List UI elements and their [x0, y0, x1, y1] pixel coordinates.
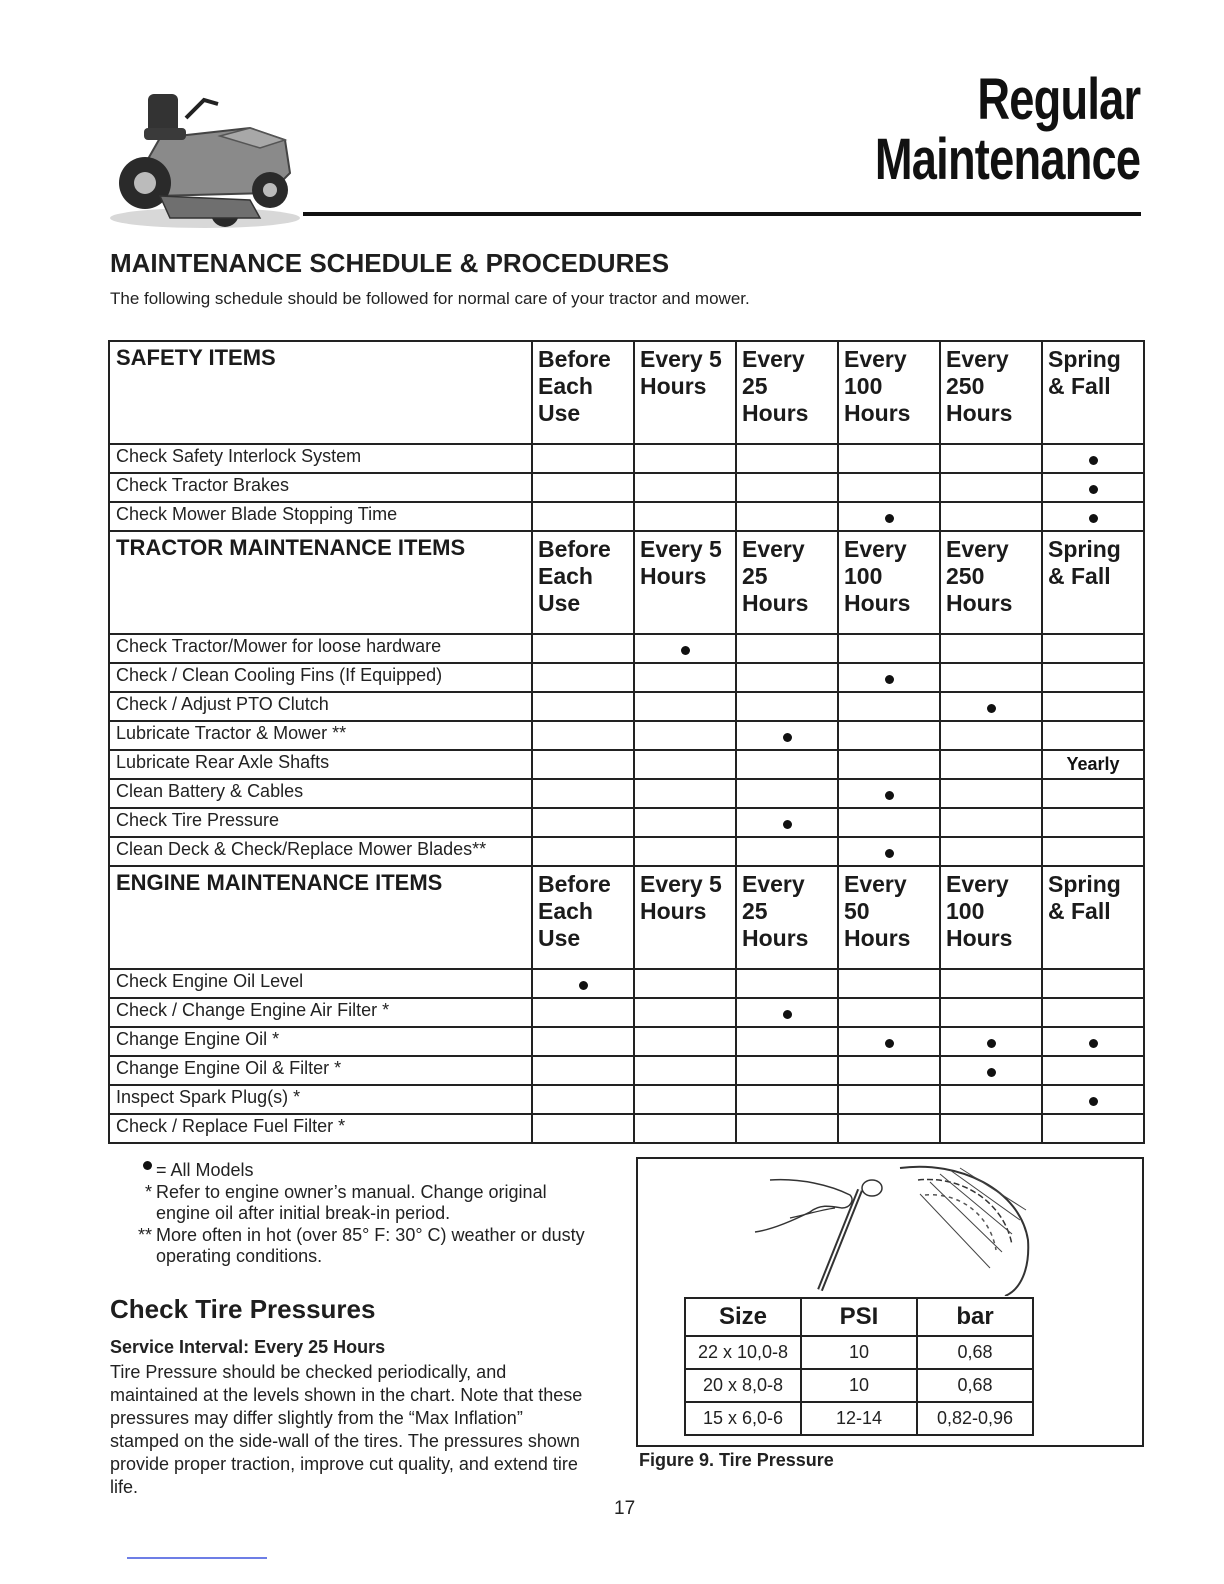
frequency-header — [1042, 341, 1144, 444]
bullet-icon — [987, 1068, 996, 1077]
frequency-header-line: 250 — [946, 563, 985, 589]
table-row — [109, 1027, 1144, 1056]
schedule-mark-text: Yearly — [1066, 754, 1120, 774]
schedule-cell — [1042, 502, 1144, 531]
schedule-cell — [532, 1114, 634, 1143]
schedule-cell — [1042, 750, 1144, 779]
schedule-cell — [1042, 473, 1144, 502]
table-row — [109, 721, 1144, 750]
table-row — [109, 837, 1144, 866]
schedule-cell — [940, 1056, 1042, 1085]
frequency-header-line: Before — [538, 536, 611, 562]
frequency-header-line: Each — [538, 898, 593, 924]
task-name: Lubricate Rear Axle Shafts — [109, 750, 532, 779]
schedule-cell — [736, 444, 838, 473]
tire-gauge-image — [750, 1160, 1030, 1296]
schedule-cell — [634, 837, 736, 866]
schedule-cell — [838, 837, 940, 866]
bullet-icon — [885, 1039, 894, 1048]
schedule-cell — [1042, 1085, 1144, 1114]
table-row — [109, 663, 1144, 692]
frequency-header — [736, 866, 838, 969]
schedule-cell — [736, 1085, 838, 1114]
schedule-cell — [940, 444, 1042, 473]
service-interval: Service Interval: Every 25 Hours — [110, 1337, 386, 1357]
frequency-header-line: Hours — [742, 925, 809, 951]
schedule-cell — [1042, 721, 1144, 750]
schedule-cell — [838, 779, 940, 808]
task-name: Check / Adjust PTO Clutch — [109, 692, 532, 721]
frequency-header-line: Every — [844, 536, 907, 562]
task-name: Check Tire Pressure — [109, 808, 532, 837]
frequency-header-line: 50 — [844, 898, 870, 924]
frequency-header-line: Before — [538, 871, 611, 897]
figure-caption: Figure 9. Tire Pressure — [639, 1450, 834, 1470]
table-row — [109, 502, 1144, 531]
page-title — [874, 67, 1140, 192]
schedule-cell — [940, 692, 1042, 721]
schedule-cell — [736, 1027, 838, 1056]
frequency-header-line: Hours — [844, 590, 911, 616]
schedule-cell — [940, 837, 1042, 866]
table-row — [109, 473, 1144, 502]
schedule-cell — [634, 1027, 736, 1056]
schedule-cell — [940, 779, 1042, 808]
schedule-cell — [1042, 1114, 1144, 1143]
schedule-cell — [838, 502, 940, 531]
frequency-header — [1042, 866, 1144, 969]
bullet-icon — [783, 1010, 792, 1019]
schedule-cell — [532, 750, 634, 779]
bullet-icon — [579, 981, 588, 990]
schedule-cell — [838, 998, 940, 1027]
table-row — [109, 998, 1144, 1027]
table-cell: 15 x 6,0-6 — [685, 1402, 801, 1435]
frequency-header — [532, 531, 634, 634]
bullet-icon — [143, 1161, 152, 1170]
schedule-cell — [736, 1056, 838, 1085]
column-header: PSI — [801, 1298, 917, 1336]
bullet-icon — [987, 1039, 996, 1048]
tire-pressure-table — [684, 1297, 1034, 1436]
table-row — [109, 634, 1144, 663]
task-name: Check Engine Oil Level — [109, 969, 532, 998]
frequency-header-line: Every — [946, 536, 1009, 562]
schedule-cell — [838, 721, 940, 750]
schedule-cell — [838, 473, 940, 502]
section-title: SAFETY ITEMS — [109, 341, 532, 444]
frequency-header-line: Each — [538, 373, 593, 399]
schedule-cell — [1042, 1056, 1144, 1085]
note-text: More often in hot (over 85° F: 30° C) weather or dusty operating conditions. — [156, 1224, 585, 1266]
frequency-header-line: Spring — [1048, 536, 1121, 562]
schedule-cell — [940, 1085, 1042, 1114]
schedule-cell — [1042, 663, 1144, 692]
frequency-header — [940, 341, 1042, 444]
schedule-cell — [634, 1085, 736, 1114]
frequency-header-line: Hours — [742, 590, 809, 616]
table-cell: 12-14 — [801, 1402, 917, 1435]
bullet-icon — [987, 704, 996, 713]
section-header-row — [109, 866, 1144, 969]
task-name: Lubricate Tractor & Mower ** — [109, 721, 532, 750]
table-row — [109, 750, 1144, 779]
schedule-cell — [736, 692, 838, 721]
schedule-cell — [634, 750, 736, 779]
frequency-header-line: Hours — [640, 563, 707, 589]
table-cell: 0,68 — [917, 1369, 1033, 1402]
schedule-cell — [736, 663, 838, 692]
task-name: Clean Battery & Cables — [109, 779, 532, 808]
frequency-header-line: Spring — [1048, 346, 1121, 372]
schedule-cell — [1042, 444, 1144, 473]
table-cell: 10 — [801, 1369, 917, 1402]
schedule-cell — [838, 444, 940, 473]
schedule-cell — [634, 473, 736, 502]
schedule-cell — [1042, 779, 1144, 808]
frequency-header — [634, 341, 736, 444]
bullet-icon — [1089, 485, 1098, 494]
section-header-row — [109, 341, 1144, 444]
frequency-header — [532, 866, 634, 969]
schedule-cell — [940, 808, 1042, 837]
bullet-icon — [885, 849, 894, 858]
frequency-header-line: Every 5 — [640, 346, 722, 372]
table-cell: 10 — [801, 1336, 917, 1369]
schedule-cell — [634, 634, 736, 663]
schedule-cell — [1042, 808, 1144, 837]
frequency-header — [736, 341, 838, 444]
frequency-header-line: Use — [538, 590, 581, 616]
schedule-cell — [940, 634, 1042, 663]
note-symbol: * — [144, 1181, 152, 1202]
frequency-header-line: 100 — [946, 898, 985, 924]
schedule-cell — [532, 969, 634, 998]
tire-table-header — [685, 1298, 1033, 1336]
task-name: Check / Change Engine Air Filter * — [109, 998, 532, 1027]
schedule-cell — [940, 750, 1042, 779]
table-row — [109, 779, 1144, 808]
frequency-header-line: Every — [742, 536, 805, 562]
table-row — [109, 1085, 1144, 1114]
table-cell: 22 x 10,0-8 — [685, 1336, 801, 1369]
frequency-header-line: Every — [946, 346, 1009, 372]
table-row — [109, 808, 1144, 837]
frequency-header — [532, 341, 634, 444]
schedule-cell — [940, 473, 1042, 502]
schedule-cell — [838, 1056, 940, 1085]
tractor-image — [100, 78, 310, 236]
frequency-header-line: 250 — [946, 373, 985, 399]
schedule-cell — [1042, 692, 1144, 721]
frequency-header-line: Hours — [640, 898, 707, 924]
schedule-cell — [634, 779, 736, 808]
frequency-header — [1042, 531, 1144, 634]
note-symbol: ** — [137, 1224, 152, 1245]
schedule-cell — [532, 502, 634, 531]
frequency-header-line: Hours — [742, 400, 809, 426]
schedule-cell — [736, 750, 838, 779]
section-heading: MAINTENANCE SCHEDULE & PROCEDURES — [110, 248, 670, 278]
table-row — [109, 692, 1144, 721]
schedule-cell — [940, 502, 1042, 531]
table-row — [685, 1336, 1033, 1369]
bullet-icon — [885, 675, 894, 684]
tire-section-body: Tire Pressure should be checked periodically, and maintained at the levels shown in the chart. Note that these pressures may differ slightly from the “Max Inflation” stamped on the side-wall of the tires. The pressures shown provide proper traction, improve cut quality, and extend tire life. — [110, 1362, 583, 1497]
schedule-cell — [838, 969, 940, 998]
task-name: Inspect Spark Plug(s) * — [109, 1085, 532, 1114]
task-name: Check Tractor Brakes — [109, 473, 532, 502]
schedule-cell — [736, 1114, 838, 1143]
schedule-cell — [940, 998, 1042, 1027]
frequency-header-line: & Fall — [1048, 373, 1111, 399]
schedule-cell — [736, 998, 838, 1027]
maintenance-schedule-table — [108, 340, 1145, 1144]
schedule-cell — [1042, 969, 1144, 998]
frequency-header-line: Each — [538, 563, 593, 589]
frequency-header-line: Hours — [946, 590, 1013, 616]
task-name: Clean Deck & Check/Replace Mower Blades** — [109, 837, 532, 866]
column-header: bar — [917, 1298, 1033, 1336]
schedule-cell — [838, 750, 940, 779]
task-name: Change Engine Oil * — [109, 1027, 532, 1056]
schedule-cell — [634, 692, 736, 721]
task-name: Check / Clean Cooling Fins (If Equipped) — [109, 663, 532, 692]
bullet-icon — [1089, 456, 1098, 465]
frequency-header-line: Hours — [946, 925, 1013, 951]
legend-text: = All Models — [156, 1160, 254, 1180]
bullet-icon — [885, 514, 894, 523]
frequency-header-line: Hours — [946, 400, 1013, 426]
schedule-cell — [532, 1085, 634, 1114]
schedule-cell — [736, 837, 838, 866]
schedule-cell — [838, 1027, 940, 1056]
section-title: ENGINE MAINTENANCE ITEMS — [109, 866, 532, 969]
frequency-header — [940, 866, 1042, 969]
page-number: 17 — [614, 1498, 636, 1519]
bullet-icon — [681, 646, 690, 655]
frequency-header-line: Every — [946, 871, 1009, 897]
schedule-cell — [634, 998, 736, 1027]
schedule-cell — [634, 1114, 736, 1143]
frequency-header-line: Every — [742, 871, 805, 897]
bullet-icon — [1089, 514, 1098, 523]
bullet-icon — [1089, 1039, 1098, 1048]
frequency-header-line: & Fall — [1048, 898, 1111, 924]
schedule-cell — [940, 1027, 1042, 1056]
task-name: Check Mower Blade Stopping Time — [109, 502, 532, 531]
schedule-cell — [1042, 634, 1144, 663]
bullet-icon — [1089, 1097, 1098, 1106]
table-cell: 0,82-0,96 — [917, 1402, 1033, 1435]
frequency-header-line: Before — [538, 346, 611, 372]
frequency-header — [838, 866, 940, 969]
schedule-cell — [838, 808, 940, 837]
table-row — [685, 1402, 1033, 1435]
frequency-header — [838, 531, 940, 634]
frequency-header-line: Hours — [640, 373, 707, 399]
intro-text: The following schedule should be followed for normal care of your tractor and mower. — [110, 289, 750, 308]
section-header-row — [109, 531, 1144, 634]
section-title: TRACTOR MAINTENANCE ITEMS — [109, 531, 532, 634]
frequency-header-line: & Fall — [1048, 563, 1111, 589]
schedule-cell — [838, 1114, 940, 1143]
schedule-cell — [736, 969, 838, 998]
frequency-header — [634, 531, 736, 634]
task-name: Change Engine Oil & Filter * — [109, 1056, 532, 1085]
tire-section-title: Check Tire Pressures — [110, 1294, 376, 1324]
schedule-cell — [736, 808, 838, 837]
frequency-header-line: 100 — [844, 373, 883, 399]
schedule-cell — [1042, 837, 1144, 866]
table-cell: 0,68 — [917, 1336, 1033, 1369]
schedule-cell — [838, 634, 940, 663]
schedule-cell — [532, 1056, 634, 1085]
schedule-cell — [838, 663, 940, 692]
header-divider — [303, 212, 1141, 216]
schedule-cell — [532, 444, 634, 473]
schedule-cell — [736, 721, 838, 750]
frequency-header-line: Every 5 — [640, 536, 722, 562]
frequency-header — [634, 866, 736, 969]
frequency-header — [940, 531, 1042, 634]
task-name: Check / Replace Fuel Filter * — [109, 1114, 532, 1143]
schedule-cell — [838, 692, 940, 721]
frequency-header-line: Every 5 — [640, 871, 722, 897]
frequency-header — [838, 341, 940, 444]
table-row — [685, 1369, 1033, 1402]
schedule-cell — [532, 634, 634, 663]
schedule-cell — [532, 779, 634, 808]
schedule-cell — [940, 969, 1042, 998]
frequency-header-line: Hours — [844, 400, 911, 426]
schedule-cell — [838, 1085, 940, 1114]
schedule-cell — [940, 1114, 1042, 1143]
table-row — [109, 969, 1144, 998]
frequency-header-line: Every — [844, 871, 907, 897]
frequency-header-line: 25 — [742, 563, 768, 589]
title-line-2: Maintenance — [874, 127, 1140, 192]
frequency-header-line: Use — [538, 925, 581, 951]
schedule-cell — [634, 444, 736, 473]
frequency-header-line: Every — [742, 346, 805, 372]
schedule-cell — [532, 663, 634, 692]
frequency-header-line: Use — [538, 400, 581, 426]
title-line-1: Regular — [977, 67, 1140, 132]
schedule-cell — [634, 1056, 736, 1085]
schedule-cell — [634, 808, 736, 837]
schedule-cell — [532, 1027, 634, 1056]
note-double-star — [130, 1225, 596, 1268]
table-row — [109, 1114, 1144, 1143]
bullet-icon — [783, 820, 792, 829]
legend-note — [130, 1160, 596, 1182]
schedule-cell — [532, 721, 634, 750]
frequency-header-line: 100 — [844, 563, 883, 589]
column-header: Size — [685, 1298, 801, 1336]
schedule-cell — [1042, 1027, 1144, 1056]
table-cell: 20 x 8,0-8 — [685, 1369, 801, 1402]
bullet-icon — [783, 733, 792, 742]
frequency-header-line: Every — [844, 346, 907, 372]
footer-rule — [127, 1557, 267, 1559]
schedule-cell — [532, 473, 634, 502]
frequency-header-line: 25 — [742, 373, 768, 399]
footnotes — [130, 1160, 596, 1268]
bullet-icon — [885, 791, 894, 800]
task-name: Check Tractor/Mower for loose hardware — [109, 634, 532, 663]
frequency-header-line: Spring — [1048, 871, 1121, 897]
note-single-star — [130, 1182, 596, 1225]
schedule-cell — [736, 634, 838, 663]
schedule-cell — [532, 808, 634, 837]
schedule-cell — [634, 502, 736, 531]
schedule-cell — [634, 721, 736, 750]
note-text: Refer to engine owner’s manual. Change original engine oil after initial break-in period. — [156, 1181, 547, 1223]
schedule-cell — [940, 663, 1042, 692]
schedule-cell — [736, 502, 838, 531]
schedule-cell — [532, 998, 634, 1027]
schedule-cell — [736, 473, 838, 502]
schedule-cell — [634, 969, 736, 998]
frequency-header — [736, 531, 838, 634]
schedule-cell — [634, 663, 736, 692]
schedule-cell — [532, 692, 634, 721]
schedule-cell — [1042, 998, 1144, 1027]
schedule-cell — [940, 721, 1042, 750]
schedule-cell — [736, 779, 838, 808]
table-row — [109, 444, 1144, 473]
frequency-header-line: Hours — [844, 925, 911, 951]
table-row — [109, 1056, 1144, 1085]
schedule-cell — [532, 837, 634, 866]
frequency-header-line: 25 — [742, 898, 768, 924]
task-name: Check Safety Interlock System — [109, 444, 532, 473]
